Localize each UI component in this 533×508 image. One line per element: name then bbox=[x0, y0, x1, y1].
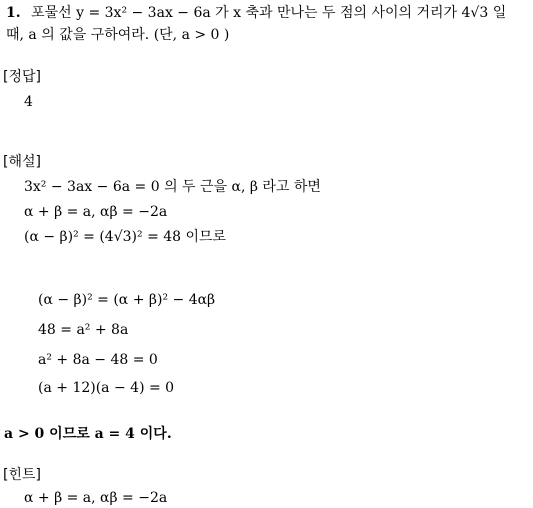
question-number: 1. bbox=[6, 5, 21, 21]
hint-line: α + β = a, αβ = −2a bbox=[24, 490, 168, 506]
answer-value: 4 bbox=[24, 94, 33, 110]
derivation-line-1: (α − β)² = (α + β)² − 4αβ bbox=[38, 292, 216, 308]
solution-label: [해설] bbox=[3, 154, 41, 170]
derivation-line-2: 48 = a² + 8a bbox=[38, 322, 129, 338]
solution-line-2: α + β = a, αβ = −2a bbox=[24, 204, 168, 220]
question-line-2 bbox=[6, 25, 229, 45]
derivation-line-3: a² + 8a − 48 = 0 bbox=[38, 352, 158, 368]
answer-label: [정답] bbox=[3, 69, 41, 85]
solution-line-3: (α − β)² = (4√3)² = 48 이므로 bbox=[24, 229, 227, 245]
question-text-line1: 포물선 y = 3x² − 3ax − 6a 가 x 축과 만나는 두 점의 사이의 거리가 4√3 일 bbox=[31, 5, 507, 21]
question-line-1 bbox=[6, 3, 506, 23]
derivation-line-4: (a + 12)(a − 4) = 0 bbox=[38, 380, 175, 396]
solution-line-1: 3x² − 3ax − 6a = 0 의 두 근을 α, β 라고 하면 bbox=[24, 179, 321, 195]
question-text-line2: 때, a 의 값을 구하여라. (단, a > 0 ) bbox=[6, 27, 230, 43]
hint-label: [힌트] bbox=[3, 467, 41, 483]
solution-conclusion: a > 0 이므로 a = 4 이다. bbox=[4, 426, 172, 442]
